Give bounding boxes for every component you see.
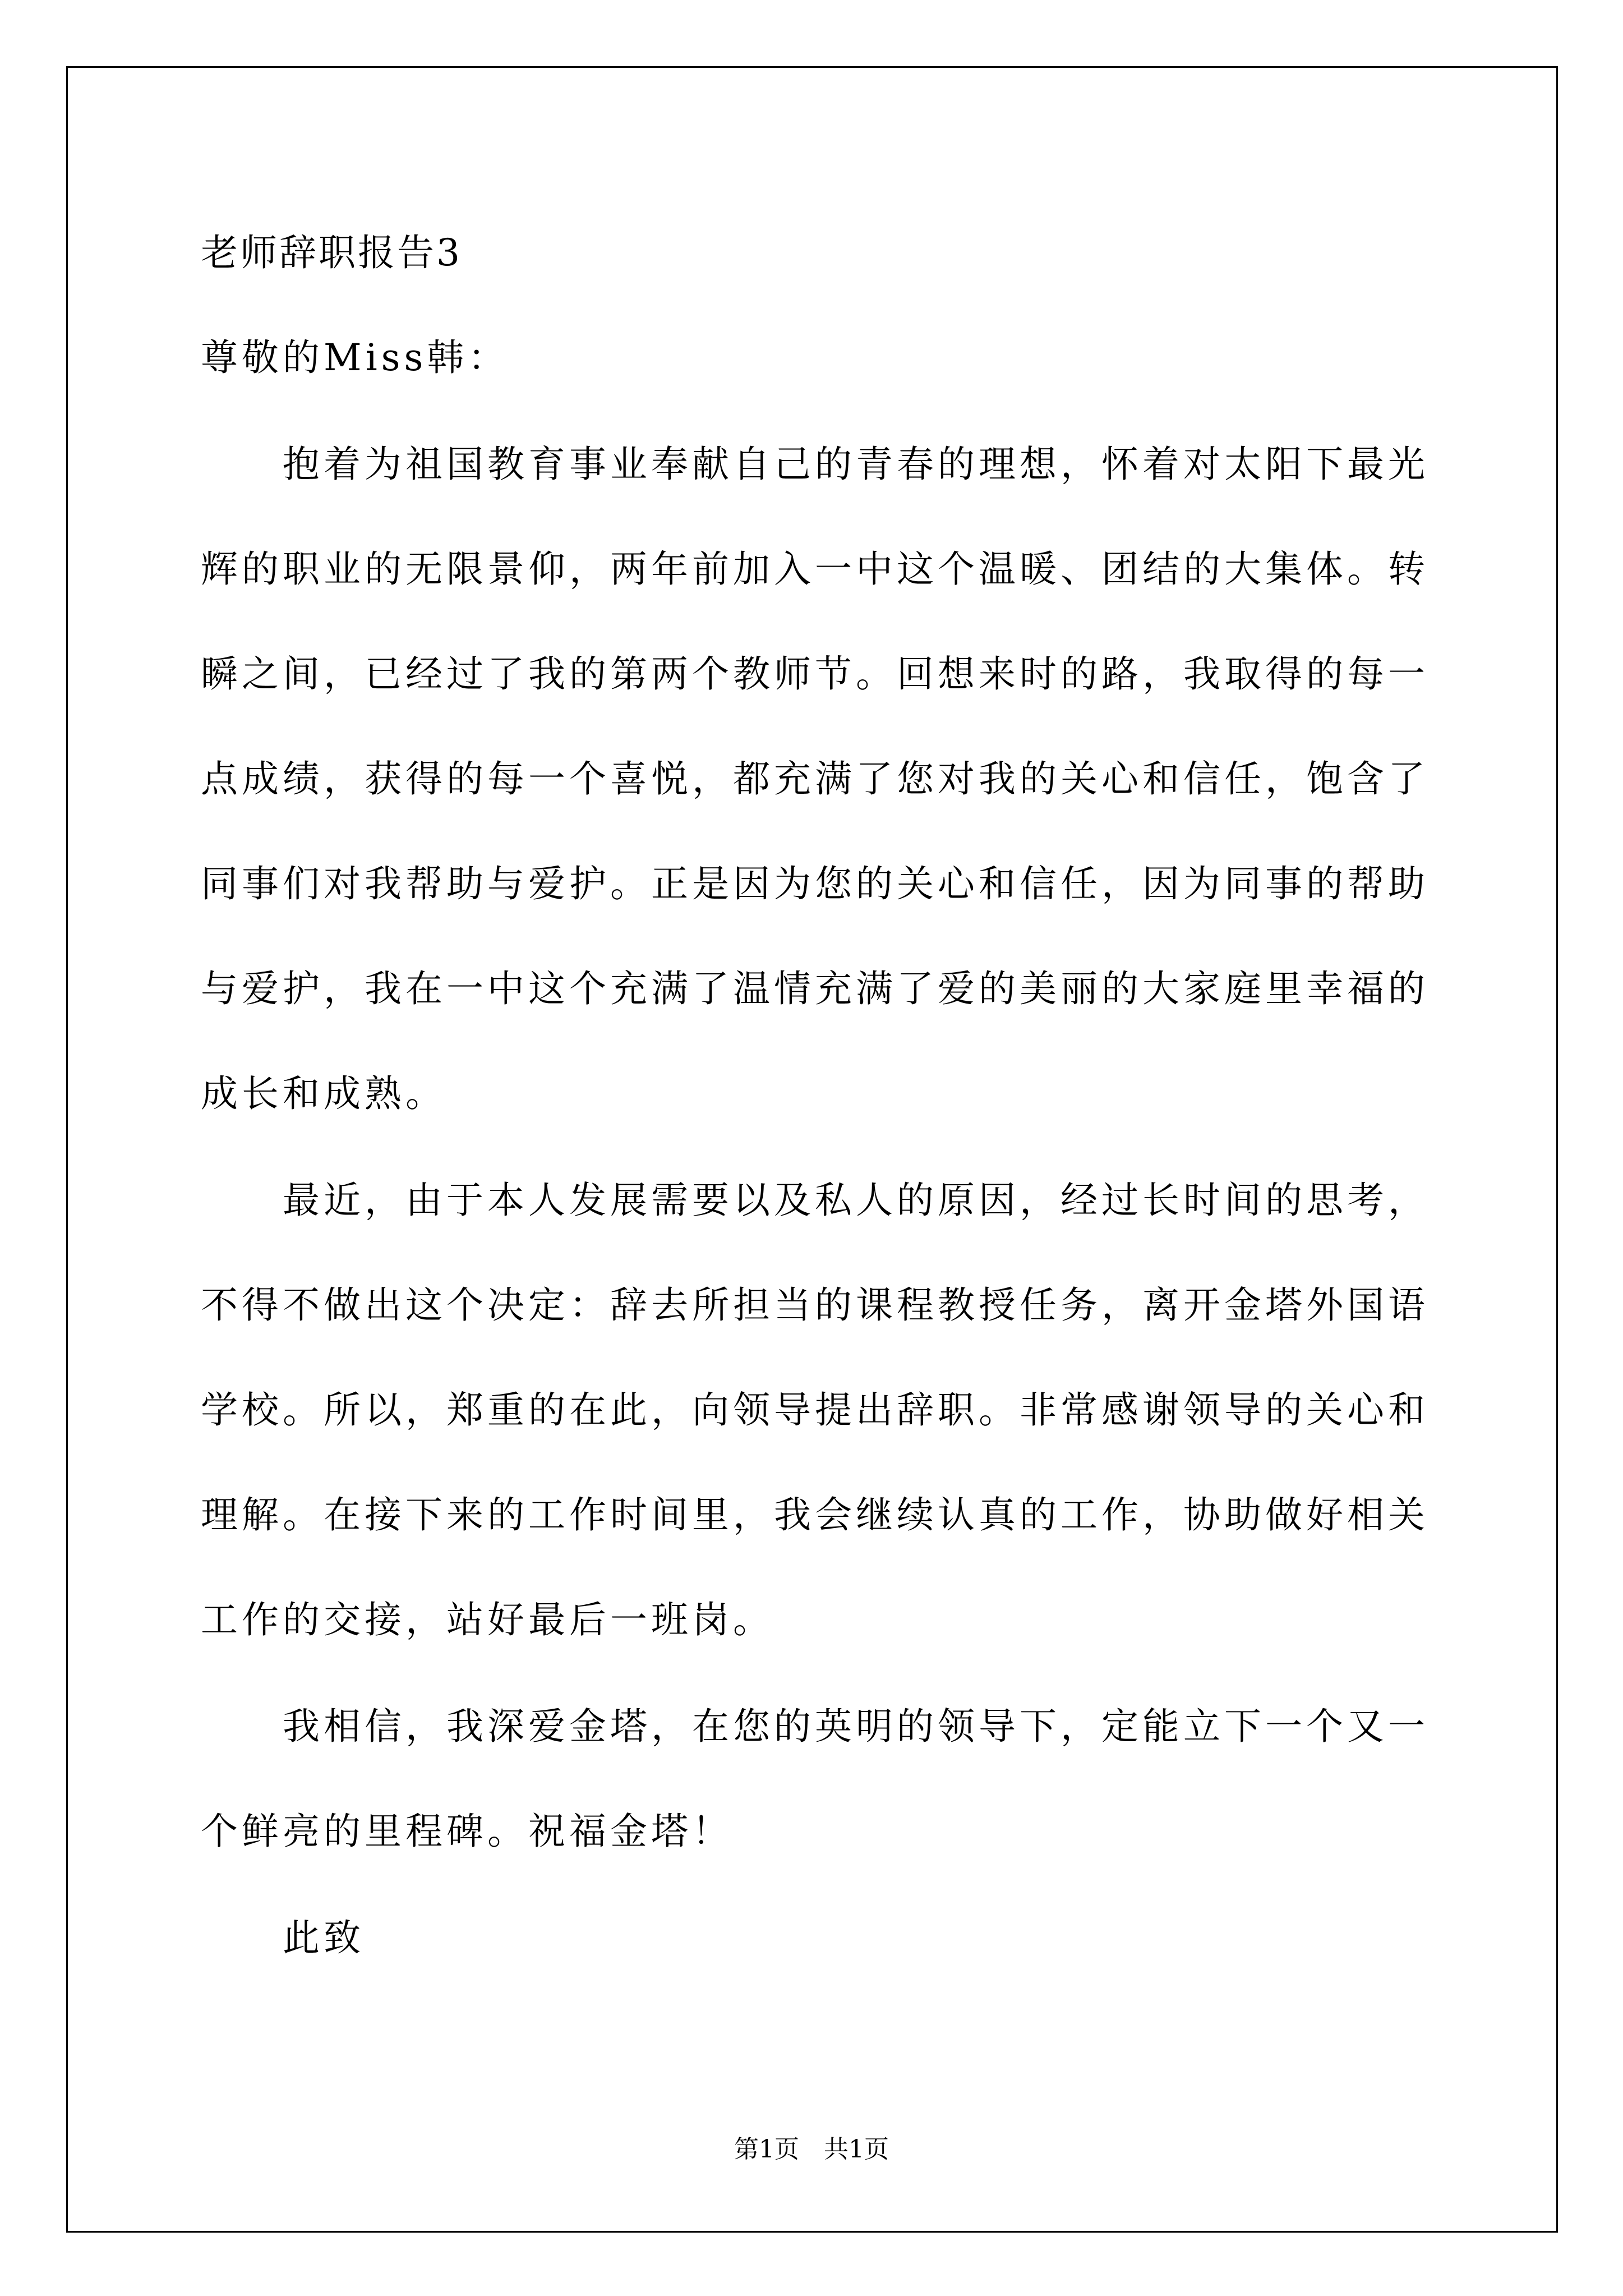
document-title: 老师辞职报告3 <box>201 231 462 274</box>
paragraph-line: 不得不做出这个决定：辞去所担当的课程教授任务，离开金塔外国语 <box>201 1283 1429 1327</box>
paragraph-line: 个鲜亮的里程碑。祝福金塔！ <box>201 1810 733 1853</box>
page-footer: 第1页 共1页 <box>734 2135 889 2164</box>
paragraph-line: 成长和成熟。 <box>201 1072 446 1115</box>
salutation: 尊敬的Miss韩： <box>201 336 509 379</box>
paragraph-line: 与爱护，我在一中这个充满了温情充满了爱的美丽的大家庭里幸福的 <box>201 967 1429 1010</box>
paragraph-line: 辉的职业的无限景仰，两年前加入一中这个温暖、团结的大集体。转 <box>201 547 1429 591</box>
paragraph-line: 同事们对我帮助与爱护。正是因为您的关心和信任，因为同事的帮助 <box>201 862 1429 905</box>
paragraph-line: 最近，由于本人发展需要以及私人的原因，经过长时间的思考， <box>283 1179 1429 1222</box>
paragraph-line: 学校。所以，郑重的在此，向领导提出辞职。非常感谢领导的关心和 <box>201 1388 1429 1432</box>
paragraph-line: 我相信，我深爱金塔，在您的英明的领导下，定能立下一个又一 <box>283 1705 1429 1748</box>
paragraph-line: 瞬之间，已经过了我的第两个教师节。回想来时的路，我取得的每一 <box>201 652 1429 696</box>
closing-line: 此致 <box>283 1916 365 1959</box>
paragraph-line: 工作的交接，站好最后一班岗。 <box>201 1598 774 1641</box>
paragraph-line: 点成绩，获得的每一个喜悦，都充满了您对我的关心和信任，饱含了 <box>201 757 1429 800</box>
paragraph-line: 抱着为祖国教育事业奉献自己的青春的理想，怀着对太阳下最光 <box>283 443 1429 486</box>
page-border <box>66 66 1558 2233</box>
paragraph-line: 理解。在接下来的工作时间里，我会继续认真的工作，协助做好相关 <box>201 1493 1429 1536</box>
